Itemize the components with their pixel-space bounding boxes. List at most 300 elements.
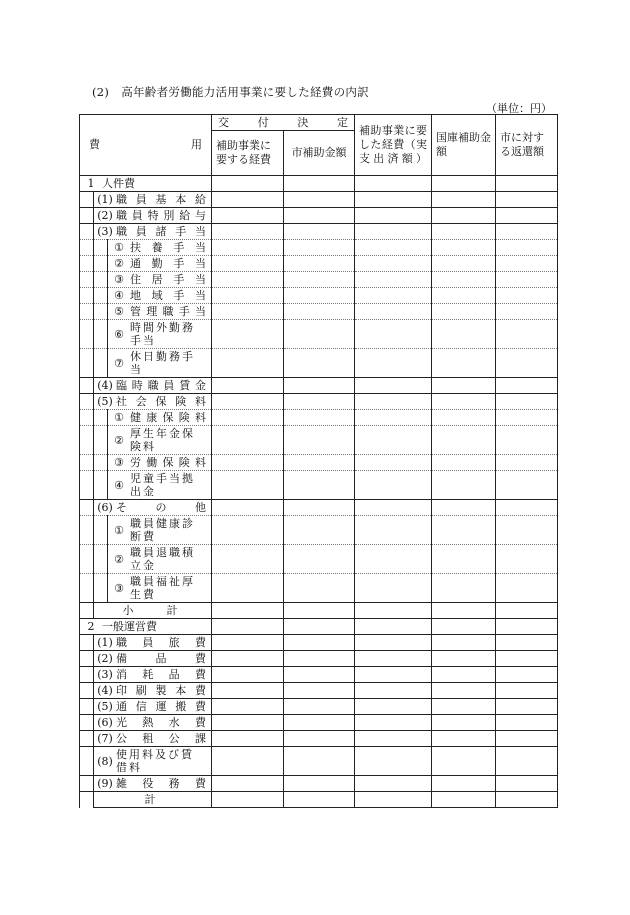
row-mark: ⑤ bbox=[114, 305, 124, 318]
row-label: 職員健康診断費 bbox=[130, 517, 195, 543]
row-mark: ④ bbox=[114, 478, 124, 492]
amount-cell bbox=[355, 776, 432, 792]
row-label-cell bbox=[80, 176, 212, 192]
row-label-cell bbox=[94, 635, 212, 651]
amount-cell bbox=[284, 619, 355, 635]
row-label: 雑役務費 bbox=[116, 777, 207, 790]
indent-cell bbox=[80, 792, 94, 808]
amount-cell bbox=[432, 224, 496, 240]
amount-cell bbox=[212, 208, 284, 224]
amount-cell bbox=[432, 208, 496, 224]
amount-cell bbox=[496, 378, 558, 394]
amount-cell bbox=[496, 731, 558, 747]
amount-cell bbox=[212, 378, 284, 394]
row-mark: (4) bbox=[97, 379, 113, 392]
amount-cell bbox=[432, 455, 496, 471]
row-label-cell bbox=[108, 240, 212, 256]
row-label: 臨時職員賃金 bbox=[116, 379, 207, 392]
amount-cell bbox=[212, 192, 284, 208]
row-label-cell bbox=[94, 500, 212, 516]
amount-cell bbox=[355, 455, 432, 471]
row-mark: 2 bbox=[87, 620, 95, 633]
amount-cell bbox=[432, 471, 496, 500]
indent-cell bbox=[94, 426, 108, 455]
indent-cell bbox=[80, 667, 94, 683]
row-label-cell bbox=[108, 288, 212, 304]
row-label-cell bbox=[94, 776, 212, 792]
amount-cell bbox=[355, 426, 432, 455]
amount-cell bbox=[355, 304, 432, 320]
amount-cell bbox=[355, 272, 432, 288]
row-mark: (4) bbox=[97, 684, 113, 697]
section-title-text: 高年齢者労働能力活用事業に要した経費の内訳 bbox=[121, 85, 370, 99]
row-mark: (1) bbox=[97, 636, 113, 649]
amount-cell bbox=[355, 683, 432, 699]
indent-cell bbox=[94, 288, 108, 304]
amount-cell bbox=[212, 651, 284, 667]
amount-cell bbox=[432, 792, 496, 808]
row-mark: ② bbox=[114, 552, 124, 566]
row-label: 扶養手当 bbox=[130, 241, 207, 254]
amount-cell bbox=[496, 320, 558, 349]
amount-cell bbox=[355, 224, 432, 240]
amount-cell bbox=[284, 192, 355, 208]
indent-cell bbox=[80, 683, 94, 699]
amount-cell bbox=[496, 394, 558, 410]
amount-cell bbox=[355, 256, 432, 272]
table-row bbox=[80, 667, 558, 683]
amount-cell bbox=[496, 176, 558, 192]
amount-cell bbox=[355, 792, 432, 808]
row-label-cell bbox=[94, 792, 212, 808]
table-row bbox=[80, 304, 558, 320]
indent-cell bbox=[80, 776, 94, 792]
indent-cell bbox=[80, 320, 94, 349]
amount-cell bbox=[284, 545, 355, 574]
row-mark: (8) bbox=[97, 754, 113, 768]
amount-cell bbox=[432, 516, 496, 545]
row-mark: ③ bbox=[114, 456, 124, 469]
amount-cell bbox=[432, 651, 496, 667]
indent-cell bbox=[80, 715, 94, 731]
row-label-cell bbox=[94, 378, 212, 394]
amount-cell bbox=[355, 747, 432, 776]
amount-cell bbox=[212, 455, 284, 471]
amount-cell bbox=[355, 545, 432, 574]
row-label: 地域手当 bbox=[130, 289, 207, 302]
amount-cell bbox=[432, 426, 496, 455]
indent-cell bbox=[94, 455, 108, 471]
amount-cell bbox=[212, 747, 284, 776]
row-label: 計 bbox=[144, 793, 156, 806]
amount-cell bbox=[284, 272, 355, 288]
amount-cell bbox=[355, 603, 432, 619]
amount-cell bbox=[432, 715, 496, 731]
table-row bbox=[80, 256, 558, 272]
row-label-cell bbox=[108, 574, 212, 603]
header-henkan: 市に対する返還額 bbox=[496, 115, 558, 176]
expense-breakdown-table bbox=[79, 114, 558, 808]
table-row bbox=[80, 635, 558, 651]
amount-cell bbox=[355, 731, 432, 747]
amount-cell bbox=[212, 731, 284, 747]
amount-cell bbox=[212, 320, 284, 349]
amount-cell bbox=[284, 410, 355, 426]
table-row bbox=[80, 651, 558, 667]
table-row bbox=[80, 410, 558, 426]
amount-cell bbox=[284, 240, 355, 256]
row-mark: ④ bbox=[114, 289, 124, 302]
table-row bbox=[80, 516, 558, 545]
row-label: 公租公課 bbox=[116, 732, 207, 745]
amount-cell bbox=[284, 378, 355, 394]
indent-cell bbox=[94, 574, 108, 603]
row-label-cell bbox=[94, 394, 212, 410]
amount-cell bbox=[212, 619, 284, 635]
amount-cell bbox=[355, 192, 432, 208]
amount-cell bbox=[432, 349, 496, 378]
amount-cell bbox=[355, 715, 432, 731]
amount-cell bbox=[284, 651, 355, 667]
header-kokko: 国庫補助金額 bbox=[432, 115, 496, 176]
row-label-cell bbox=[108, 545, 212, 574]
amount-cell bbox=[496, 619, 558, 635]
amount-cell bbox=[496, 192, 558, 208]
amount-cell bbox=[212, 224, 284, 240]
table-row bbox=[80, 426, 558, 455]
amount-cell bbox=[496, 792, 558, 808]
amount-cell bbox=[496, 426, 558, 455]
amount-cell bbox=[212, 792, 284, 808]
header-hojo-keihi: 補助事業に要する経費 bbox=[212, 131, 284, 176]
amount-cell bbox=[212, 500, 284, 516]
row-label-cell bbox=[108, 516, 212, 545]
amount-cell bbox=[432, 603, 496, 619]
header-row-1 bbox=[80, 115, 558, 131]
indent-cell bbox=[80, 192, 94, 208]
amount-cell bbox=[496, 256, 558, 272]
amount-cell bbox=[355, 349, 432, 378]
indent-cell bbox=[94, 256, 108, 272]
row-label-cell bbox=[94, 224, 212, 240]
table-row bbox=[80, 747, 558, 776]
row-label: 職員退職積立金 bbox=[130, 546, 195, 572]
indent-cell bbox=[80, 500, 94, 516]
row-label: 休日勤務手当 bbox=[130, 350, 195, 376]
table-row bbox=[80, 288, 558, 304]
row-label-cell bbox=[108, 256, 212, 272]
amount-cell bbox=[432, 394, 496, 410]
amount-cell bbox=[496, 471, 558, 500]
amount-cell bbox=[212, 545, 284, 574]
row-mark: (9) bbox=[97, 777, 113, 790]
row-label: 管理職手当 bbox=[130, 305, 207, 318]
indent-cell bbox=[94, 516, 108, 545]
amount-cell bbox=[212, 349, 284, 378]
amount-cell bbox=[355, 667, 432, 683]
indent-cell bbox=[80, 516, 94, 545]
row-label-cell bbox=[94, 699, 212, 715]
indent-cell bbox=[94, 471, 108, 500]
amount-cell bbox=[212, 516, 284, 545]
row-mark: ⑦ bbox=[114, 356, 124, 370]
row-mark: (3) bbox=[97, 668, 113, 681]
indent-cell bbox=[94, 410, 108, 426]
amount-cell bbox=[284, 320, 355, 349]
row-label: 使用料及び賃借料 bbox=[116, 748, 194, 774]
amount-cell bbox=[432, 635, 496, 651]
amount-cell bbox=[496, 240, 558, 256]
amount-cell bbox=[432, 256, 496, 272]
table-row bbox=[80, 349, 558, 378]
row-label: 一般運営費 bbox=[102, 620, 157, 633]
indent-cell bbox=[80, 256, 94, 272]
amount-cell bbox=[284, 176, 355, 192]
amount-cell bbox=[432, 176, 496, 192]
row-label: 社会保険料 bbox=[116, 395, 207, 408]
table-row bbox=[80, 715, 558, 731]
indent-cell bbox=[80, 574, 94, 603]
amount-cell bbox=[496, 574, 558, 603]
row-label-cell bbox=[108, 471, 212, 500]
header-fee bbox=[80, 115, 212, 176]
indent-cell bbox=[80, 603, 94, 619]
indent-cell bbox=[80, 224, 94, 240]
table-row bbox=[80, 378, 558, 394]
amount-cell bbox=[355, 240, 432, 256]
amount-cell bbox=[284, 471, 355, 500]
amount-cell bbox=[355, 176, 432, 192]
amount-cell bbox=[212, 426, 284, 455]
table-row bbox=[80, 500, 558, 516]
amount-cell bbox=[212, 683, 284, 699]
row-label: 消耗品費 bbox=[116, 668, 207, 681]
table-row bbox=[80, 731, 558, 747]
row-label-cell bbox=[108, 455, 212, 471]
amount-cell bbox=[284, 455, 355, 471]
amount-cell bbox=[432, 731, 496, 747]
amount-cell bbox=[355, 288, 432, 304]
row-label: 労働保険料 bbox=[130, 456, 207, 469]
amount-cell bbox=[284, 394, 355, 410]
amount-cell bbox=[212, 699, 284, 715]
row-mark: (6) bbox=[97, 501, 113, 514]
indent-cell bbox=[80, 651, 94, 667]
amount-cell bbox=[284, 349, 355, 378]
indent-cell bbox=[80, 378, 94, 394]
amount-cell bbox=[496, 747, 558, 776]
amount-cell bbox=[432, 410, 496, 426]
amount-cell bbox=[212, 574, 284, 603]
table-row bbox=[80, 699, 558, 715]
row-label-cell bbox=[108, 272, 212, 288]
amount-cell bbox=[284, 256, 355, 272]
row-mark: ⑥ bbox=[114, 327, 124, 341]
amount-cell bbox=[496, 651, 558, 667]
row-mark: (1) bbox=[97, 193, 113, 206]
amount-cell bbox=[284, 715, 355, 731]
row-mark: 1 bbox=[87, 177, 95, 190]
row-label-cell bbox=[94, 667, 212, 683]
amount-cell bbox=[355, 651, 432, 667]
amount-cell bbox=[355, 471, 432, 500]
amount-cell bbox=[432, 304, 496, 320]
amount-cell bbox=[355, 635, 432, 651]
header-jissai: 補助事業に要した経費（実支出済額） bbox=[355, 115, 432, 176]
amount-cell bbox=[284, 635, 355, 651]
amount-cell bbox=[432, 776, 496, 792]
table-row bbox=[80, 619, 558, 635]
amount-cell bbox=[432, 500, 496, 516]
amount-cell bbox=[284, 574, 355, 603]
indent-cell bbox=[94, 240, 108, 256]
table-row bbox=[80, 208, 558, 224]
indent-cell bbox=[80, 240, 94, 256]
amount-cell bbox=[496, 500, 558, 516]
row-label: 健康保険料 bbox=[130, 411, 207, 424]
amount-cell bbox=[355, 208, 432, 224]
amount-cell bbox=[355, 699, 432, 715]
amount-cell bbox=[496, 272, 558, 288]
row-label-cell bbox=[94, 651, 212, 667]
amount-cell bbox=[432, 683, 496, 699]
amount-cell bbox=[496, 516, 558, 545]
amount-cell bbox=[284, 426, 355, 455]
row-label-cell bbox=[94, 715, 212, 731]
amount-cell bbox=[496, 603, 558, 619]
indent-cell bbox=[94, 304, 108, 320]
indent-cell bbox=[80, 208, 94, 224]
row-label: 職員福祉厚生費 bbox=[130, 575, 195, 601]
amount-cell bbox=[432, 272, 496, 288]
amount-cell bbox=[496, 715, 558, 731]
indent-cell bbox=[80, 635, 94, 651]
amount-cell bbox=[212, 471, 284, 500]
row-label: 通勤手当 bbox=[130, 257, 207, 270]
header-kofu-kettei: 交 付 決 定 bbox=[212, 115, 355, 131]
row-mark: (2) bbox=[97, 652, 113, 665]
table-row bbox=[80, 792, 558, 808]
row-label: 住居手当 bbox=[130, 273, 207, 286]
row-mark: ② bbox=[114, 433, 124, 447]
amount-cell bbox=[284, 667, 355, 683]
amount-cell bbox=[284, 731, 355, 747]
indent-cell bbox=[80, 545, 94, 574]
indent-cell bbox=[80, 426, 94, 455]
amount-cell bbox=[284, 224, 355, 240]
table-row bbox=[80, 176, 558, 192]
amount-cell bbox=[496, 635, 558, 651]
amount-cell bbox=[355, 619, 432, 635]
row-mark: ① bbox=[114, 411, 124, 424]
amount-cell bbox=[284, 500, 355, 516]
amount-cell bbox=[355, 574, 432, 603]
indent-cell bbox=[80, 471, 94, 500]
row-mark: (3) bbox=[97, 225, 113, 238]
amount-cell bbox=[355, 410, 432, 426]
table-row bbox=[80, 224, 558, 240]
section-title bbox=[92, 84, 369, 100]
table-row bbox=[80, 471, 558, 500]
table-row bbox=[80, 394, 558, 410]
indent-cell bbox=[94, 545, 108, 574]
amount-cell bbox=[212, 176, 284, 192]
row-label: 職員諸手当 bbox=[116, 225, 207, 238]
amount-cell bbox=[212, 394, 284, 410]
row-label: 職員旅費 bbox=[116, 636, 207, 649]
amount-cell bbox=[432, 667, 496, 683]
indent-cell bbox=[94, 272, 108, 288]
row-label-cell bbox=[108, 320, 212, 349]
row-label-cell bbox=[108, 410, 212, 426]
row-label: 職員基本給 bbox=[116, 193, 207, 206]
row-label-cell bbox=[80, 619, 212, 635]
row-label-cell bbox=[94, 731, 212, 747]
amount-cell bbox=[284, 603, 355, 619]
unit-label: （単位：円） bbox=[486, 102, 552, 115]
amount-cell bbox=[212, 256, 284, 272]
row-label: 職員特別給与 bbox=[116, 209, 207, 222]
row-label-cell bbox=[94, 192, 212, 208]
row-mark: (7) bbox=[97, 732, 113, 745]
amount-cell bbox=[212, 240, 284, 256]
amount-cell bbox=[432, 545, 496, 574]
row-label-cell bbox=[94, 683, 212, 699]
indent-cell bbox=[80, 304, 94, 320]
amount-cell bbox=[432, 192, 496, 208]
amount-cell bbox=[496, 208, 558, 224]
indent-cell bbox=[80, 288, 94, 304]
amount-cell bbox=[496, 304, 558, 320]
amount-cell bbox=[496, 288, 558, 304]
amount-cell bbox=[284, 516, 355, 545]
row-label-cell bbox=[108, 349, 212, 378]
row-mark: (5) bbox=[97, 700, 113, 713]
indent-cell bbox=[80, 272, 94, 288]
row-mark: (5) bbox=[97, 395, 113, 408]
table-row bbox=[80, 240, 558, 256]
row-label: 備品費 bbox=[116, 652, 207, 665]
table-row bbox=[80, 603, 558, 619]
amount-cell bbox=[355, 394, 432, 410]
row-mark: (6) bbox=[97, 716, 113, 729]
row-mark: ③ bbox=[114, 273, 124, 286]
amount-cell bbox=[212, 715, 284, 731]
amount-cell bbox=[212, 635, 284, 651]
indent-cell bbox=[80, 731, 94, 747]
amount-cell bbox=[284, 792, 355, 808]
amount-cell bbox=[212, 667, 284, 683]
indent-cell bbox=[80, 455, 94, 471]
header-shi-hojo: 市補助金額 bbox=[284, 131, 355, 176]
amount-cell bbox=[284, 699, 355, 715]
row-label: 時間外勤務手当 bbox=[130, 321, 195, 347]
amount-cell bbox=[355, 378, 432, 394]
row-label-cell bbox=[94, 747, 212, 776]
indent-cell bbox=[80, 699, 94, 715]
amount-cell bbox=[432, 619, 496, 635]
row-label: 光熱水費 bbox=[116, 716, 207, 729]
table-row bbox=[80, 272, 558, 288]
amount-cell bbox=[432, 574, 496, 603]
table-row bbox=[80, 574, 558, 603]
amount-cell bbox=[432, 240, 496, 256]
row-label-cell bbox=[108, 304, 212, 320]
row-mark: ② bbox=[114, 257, 124, 270]
amount-cell bbox=[284, 747, 355, 776]
row-label: その他 bbox=[116, 501, 207, 514]
row-label: 印刷製本費 bbox=[116, 684, 207, 697]
